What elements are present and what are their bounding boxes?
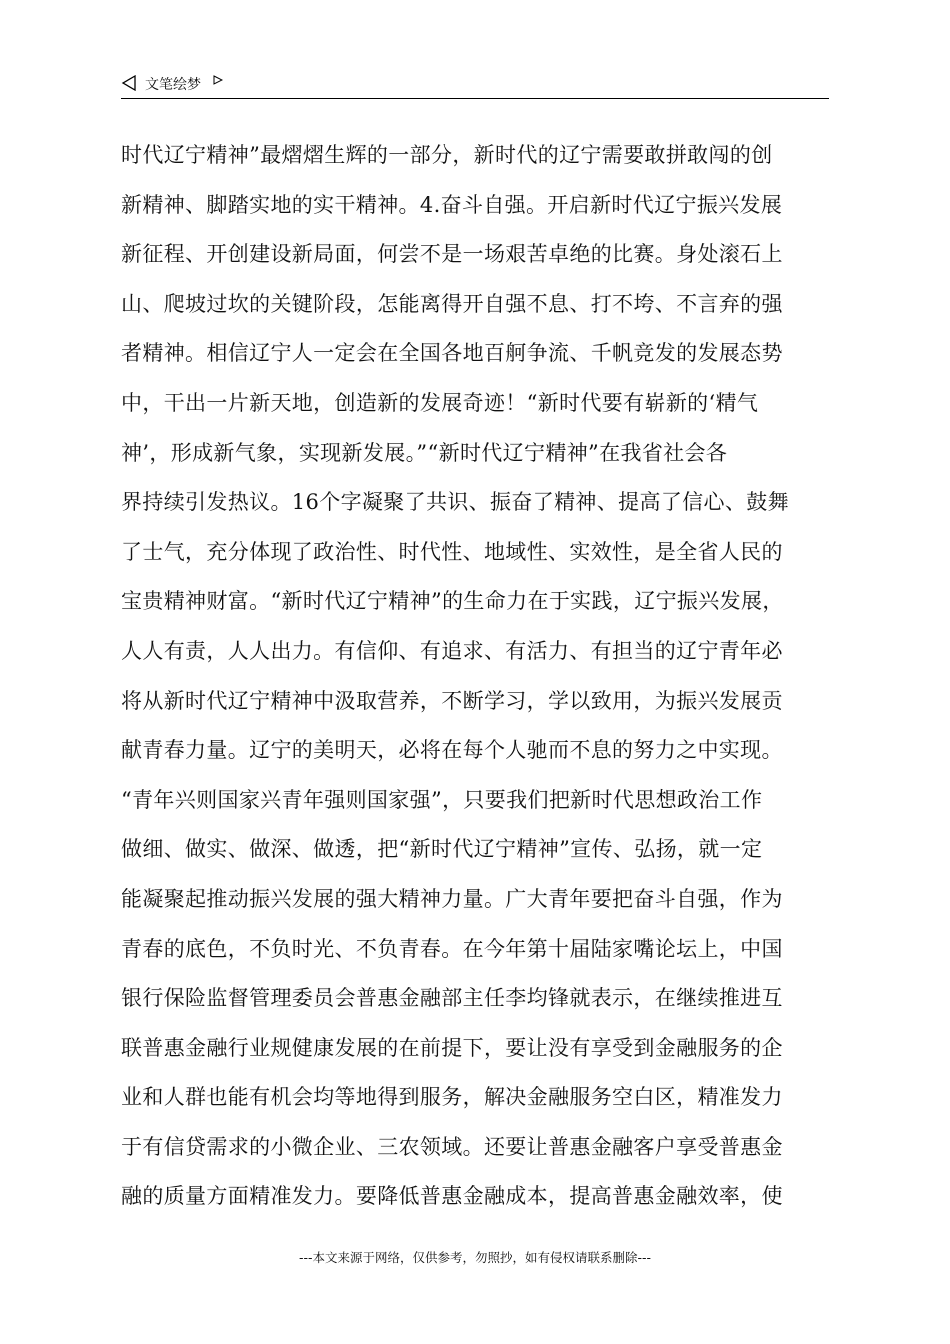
body-text-line: 界持续引发热议。16个字凝聚了共识、振奋了精神、提高了信心、鼓舞: [121, 490, 789, 515]
body-text-line: 时代辽宁精神”最熠熠生辉的一部分，新时代的辽宁需要敢拼敢闯的创: [121, 143, 773, 167]
left-triangle-outline-icon: [121, 75, 137, 91]
body-text-line: 于有信贷需求的小微企业、三农领域。还要让普惠金融客户享受普惠金: [121, 1134, 783, 1159]
body-text-line: 宝贵精神财富。“新时代辽宁精神”的生命力在于实践，辽宁振兴发展，: [121, 589, 784, 614]
body-text-line: “青年兴则国家兴青年强则国家强”，只要我们把新时代思想政治工作: [121, 787, 763, 812]
body-text-line: 做细、做实、做深、做透，把“新时代辽宁精神”宣传、弘扬，就一定: [121, 837, 763, 862]
body-text-line: 山、爬坡过坎的关键阶段，怎能离得开自强不息、打不垮、不言弃的强: [121, 291, 783, 316]
body-text-line: 神’，形成新气象，实现新发展。”“新时代辽宁精神”在我省社会各: [121, 440, 728, 465]
body-text-line: 新征程、开创建设新局面，何尝不是一场艰苦卓绝的比赛。身处滚石上: [121, 242, 783, 267]
body-text-line: 融的质量方面精准发力。要降低普惠金融成本，提高普惠金融效率，使: [121, 1184, 783, 1209]
right-triangle-outline-icon: [213, 75, 223, 85]
body-text-line: 者精神。相信辽宁人一定会在全国各地百舸争流、千帆竞发的发展态势: [121, 341, 783, 366]
header-title: 文笔绘梦: [145, 77, 201, 93]
body-text-line: 人人有责，人人出力。有信仰、有追求、有活力、有担当的辽宁青年必: [121, 638, 783, 663]
body-text-line: 中，干出一片新天地，创造新的发展奇迹！“新时代要有崭新的‘精气: [121, 390, 759, 415]
body-text-line: 银行保险监督管理委员会普惠金融部主任李均锋就表示，在继续推进互: [121, 986, 783, 1011]
body-text-line: 将从新时代辽宁精神中汲取营养，不断学习，学以致用，为振兴发展贡: [121, 688, 783, 713]
document-body: [121, 131, 837, 1222]
footer-disclaimer: ---本文来源于网络，仅供参考，勿照抄，如有侵权请联系删除---: [298, 1250, 652, 1265]
page-header: [121, 72, 829, 99]
body-text-line: 能凝聚起推动振兴发展的强大精神力量。广大青年要把奋斗自强，作为: [121, 886, 783, 911]
body-text-line: 了士气，充分体现了政治性、时代性、地域性、实效性，是全省人民的: [121, 539, 783, 564]
body-text-line: 业和人群也能有机会均等地得到服务，解决金融服务空白区，精准发力: [121, 1085, 783, 1110]
body-text-line: 新精神、脚踏实地的实干精神。4.奋斗自强。开启新时代辽宁振兴发展: [121, 192, 783, 217]
body-text-line: 献青春力量。辽宁的美明天，必将在每个人驰而不息的努力之中实现。: [121, 738, 783, 763]
body-text-line: 联普惠金融行业规健康发展的在前提下，要让没有享受到金融服务的企: [121, 1035, 783, 1060]
body-text-line: 青春的底色，不负时光、不负青春。在今年第十届陆家嘴论坛上，中国: [121, 936, 783, 961]
